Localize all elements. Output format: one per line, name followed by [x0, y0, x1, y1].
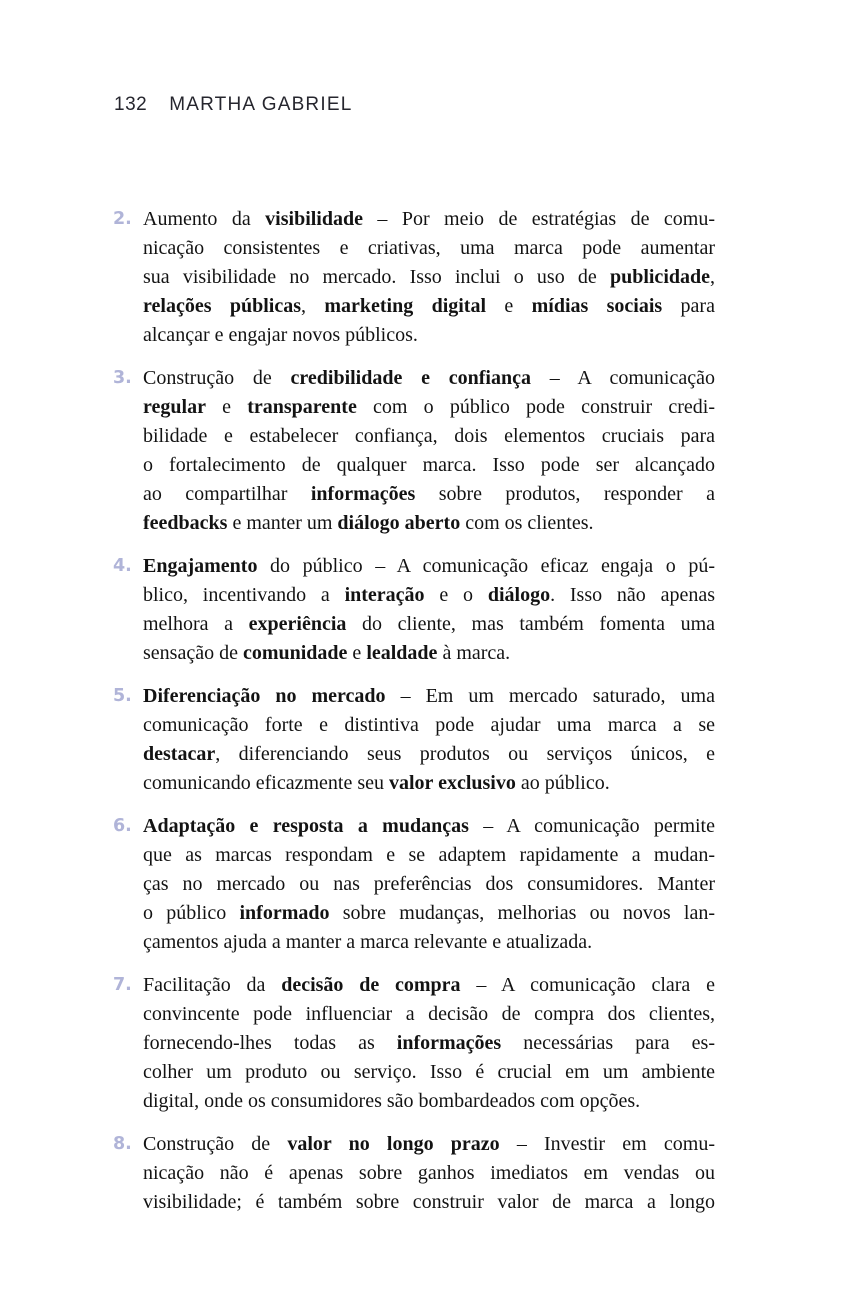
text-segment: visibilidade; é também sobre construir valor de marca a longo	[143, 1191, 715, 1213]
bold-text: valor no longo prazo	[287, 1133, 500, 1155]
text-segment: e	[347, 642, 367, 664]
text-segment: com os clientes.	[460, 512, 594, 534]
text-segment: do público – A comunicação eficaz engaja o pú-	[257, 555, 715, 577]
bold-text: publicidade	[609, 266, 710, 288]
text-segment: – A comunicação clara e	[460, 974, 715, 996]
bold-text: relações públicas	[143, 295, 301, 317]
text-segment: . Isso não apenas	[550, 584, 715, 606]
page-number: 132	[114, 94, 148, 115]
text-line	[143, 393, 715, 422]
text-line	[143, 812, 715, 841]
text-line	[143, 639, 715, 668]
text-line	[143, 480, 715, 509]
text-line	[143, 841, 715, 870]
bold-text: interação	[344, 584, 425, 606]
text-segment: Aumento da	[143, 208, 266, 230]
text-line	[143, 205, 715, 234]
bold-text: credibilidade e confiança	[290, 367, 531, 389]
bold-text: comunidade	[242, 642, 348, 664]
text-segment: com o público pode construir credi-	[356, 396, 715, 418]
text-line	[143, 1087, 715, 1116]
list-item	[113, 812, 715, 957]
bold-text: experiência	[248, 613, 347, 635]
text-segment: necessárias para es-	[501, 1032, 715, 1054]
text-segment: o público	[143, 902, 240, 924]
bold-text: lealdade	[366, 642, 438, 664]
text-segment: , diferenciando seus produtos ou serviços únicos, e	[215, 743, 715, 765]
bold-text: Diferenciação no mercado	[143, 685, 386, 707]
text-segment: e	[486, 295, 532, 317]
text-segment: comunicando eficazmente seu	[143, 772, 389, 794]
text-line	[143, 769, 715, 798]
text-segment: digital, onde os consumidores são bombardeados com opções.	[143, 1090, 641, 1112]
list-item-text	[143, 205, 715, 350]
text-line	[143, 971, 715, 1000]
text-line	[143, 610, 715, 639]
text-segment: alcançar e engajar novos públicos.	[143, 324, 418, 346]
text-line	[143, 263, 715, 292]
text-segment: nicação consistentes e criativas, uma marca pode aumentar	[143, 237, 715, 259]
text-line	[143, 870, 715, 899]
page-header	[114, 94, 352, 116]
text-segment: – A comunicação permite	[468, 815, 715, 837]
text-line	[143, 1159, 715, 1188]
bold-text: Adaptação e resposta a mudanças	[143, 815, 469, 837]
list-item-text	[143, 682, 715, 798]
bold-text: visibilidade	[265, 208, 363, 230]
text-segment: e manter um	[227, 512, 338, 534]
list-item-text	[143, 971, 715, 1116]
text-segment: sua visibilidade no mercado. Isso inclui o uso de	[143, 266, 610, 288]
numbered-list	[113, 205, 715, 1231]
bold-text: diálogo aberto	[337, 512, 461, 534]
text-line	[143, 321, 715, 350]
list-item	[113, 364, 715, 538]
running-head: MARTHA GABRIEL	[169, 94, 353, 115]
bold-text: decisão de compra	[281, 974, 461, 996]
text-segment: colher um produto ou serviço. Isso é crucial em um ambiente	[143, 1061, 715, 1083]
text-line	[143, 1029, 715, 1058]
bold-text: informações	[310, 483, 416, 505]
text-line	[143, 1058, 715, 1087]
text-line	[143, 292, 715, 321]
text-segment: nicação não é apenas sobre ganhos imediatos em vendas ou	[143, 1162, 715, 1184]
list-item-number: 7.	[113, 975, 132, 995]
text-line	[143, 581, 715, 610]
list-item	[113, 971, 715, 1116]
text-segment: o fortalecimento de qualquer marca. Isso pode ser alcançado	[143, 454, 715, 476]
text-segment: que as marcas respondam e se adaptem rapidamente a mudan-	[143, 844, 715, 866]
text-segment: – Por meio de estratégias de comu-	[362, 208, 715, 230]
text-segment: e	[205, 396, 248, 418]
text-segment: çamentos ajuda a manter a marca relevante e atualizada.	[143, 931, 593, 953]
text-line	[143, 1188, 715, 1217]
bold-text: feedbacks	[143, 512, 228, 534]
text-line	[143, 422, 715, 451]
text-segment: melhora a	[143, 613, 249, 635]
list-item-text	[143, 812, 715, 957]
list-item-number: 5.	[113, 686, 132, 706]
text-segment: ao compartilhar	[143, 483, 311, 505]
bold-text: destacar	[143, 743, 216, 765]
list-item-text	[143, 552, 715, 668]
text-segment: sensação de	[143, 642, 243, 664]
text-segment: – Investir em comu-	[499, 1133, 715, 1155]
list-item-number: 8.	[113, 1134, 132, 1154]
list-item-number: 4.	[113, 556, 132, 576]
bold-text: marketing digital	[324, 295, 487, 317]
text-line	[143, 552, 715, 581]
text-segment: comunicação forte e distintiva pode ajudar uma marca a se	[143, 714, 715, 736]
text-segment: do cliente, mas também fomenta uma	[346, 613, 715, 635]
text-segment: – A comunicação	[530, 367, 715, 389]
text-segment: – Em um mercado saturado, uma	[385, 685, 715, 707]
bold-text: mídias sociais	[531, 295, 663, 317]
text-segment: Construção de	[143, 367, 291, 389]
text-segment: Construção de	[143, 1133, 288, 1155]
text-segment: bilidade e estabelecer confiança, dois elementos cruciais para	[143, 425, 715, 447]
text-segment: fornecendo-lhes todas as	[143, 1032, 397, 1054]
text-line	[143, 928, 715, 957]
text-line	[143, 364, 715, 393]
text-segment: blico, incentivando a	[143, 584, 345, 606]
list-item	[113, 205, 715, 350]
bold-text: valor exclusivo	[389, 772, 516, 794]
text-segment: ,	[300, 295, 325, 317]
bold-text: informado	[239, 902, 330, 924]
text-segment: e o	[424, 584, 488, 606]
text-line	[143, 451, 715, 480]
bold-text: diálogo	[487, 584, 551, 606]
bold-text: regular	[143, 396, 206, 418]
list-item-text	[143, 364, 715, 538]
text-segment: à marca.	[437, 642, 511, 664]
text-line	[143, 234, 715, 263]
text-line	[143, 509, 715, 538]
list-item-number: 3.	[113, 368, 132, 388]
list-item-text	[143, 1130, 715, 1217]
text-segment: Facilitação da	[143, 974, 282, 996]
bold-text: Engajamento	[143, 555, 258, 577]
list-item	[113, 552, 715, 668]
text-segment: sobre produtos, responder a	[415, 483, 715, 505]
bold-text: informações	[396, 1032, 502, 1054]
text-segment: ao público.	[515, 772, 610, 794]
text-segment: convincente pode influenciar a decisão de compra dos clientes,	[143, 1003, 715, 1025]
list-item-number: 6.	[113, 816, 132, 836]
list-item	[113, 682, 715, 798]
text-segment: para	[662, 295, 715, 317]
text-segment: ,	[710, 266, 715, 288]
text-segment: sobre mudanças, melhorias ou novos lan-	[329, 902, 715, 924]
list-item-number: 2.	[113, 209, 132, 229]
list-item	[113, 1130, 715, 1217]
text-line	[143, 711, 715, 740]
text-line	[143, 682, 715, 711]
text-line	[143, 1000, 715, 1029]
text-line	[143, 899, 715, 928]
text-line	[143, 1130, 715, 1159]
bold-text: transparente	[247, 396, 357, 418]
text-segment: ças no mercado ou nas preferências dos consumidores. Manter	[143, 873, 715, 895]
text-line	[143, 740, 715, 769]
